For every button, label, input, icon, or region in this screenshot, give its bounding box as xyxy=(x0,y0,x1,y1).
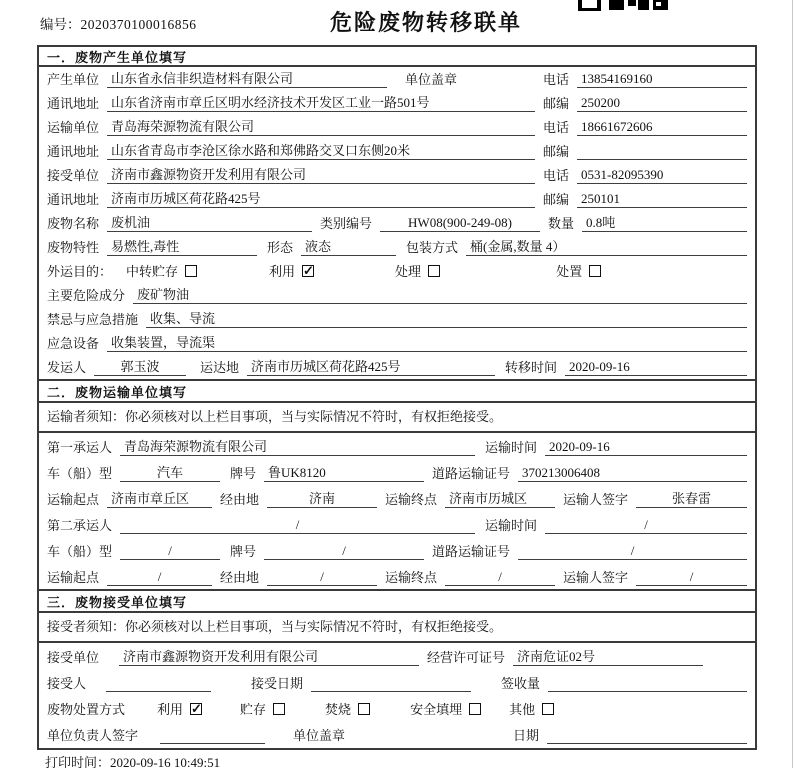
equipment-label: 应急设备 xyxy=(47,336,100,351)
transfer-form-table xyxy=(37,45,757,750)
section3-header: 三．废物接受单位填写 xyxy=(39,589,755,613)
vehicle-type-label: 车（船）型 xyxy=(47,466,113,481)
print-time-value: 2020-09-16 10:49:51 xyxy=(110,755,221,768)
phone-label: 电话 xyxy=(542,168,569,183)
producer-address-field: 山东省济南市章丘区明水经济技术开发区工业一路501号 xyxy=(107,92,535,112)
accept-person-field xyxy=(106,676,211,692)
zip-label: 邮编 xyxy=(542,96,569,111)
checkbox-label: 贮存 xyxy=(240,702,267,717)
terminal-label: 运输终点 xyxy=(385,492,438,507)
consignor-label: 发运人 xyxy=(47,360,87,375)
purpose-option-dispose xyxy=(556,261,601,280)
checkbox-label: 利用 xyxy=(269,264,296,279)
measures-row xyxy=(39,307,755,331)
producer-seal-label: 单位盖章 xyxy=(405,72,458,87)
checkbox xyxy=(190,703,202,715)
receiver-address-row xyxy=(39,187,755,211)
permit-label: 经营许可证号 xyxy=(427,650,506,665)
plate-label: 牌号 xyxy=(230,544,257,559)
serial-number xyxy=(40,13,197,33)
route1-row xyxy=(39,485,755,511)
address-label: 通讯地址 xyxy=(47,96,100,111)
accept-unit-field: 济南市鑫源物资开发利用有限公司 xyxy=(119,646,419,666)
section1-header: 一．废物产生单位填写 xyxy=(39,47,755,67)
transport-time2-field: / xyxy=(545,517,747,534)
transporter-zip-field xyxy=(577,144,747,160)
transport-time1-field: 2020-09-16 xyxy=(545,439,747,456)
receiver-notice-row xyxy=(39,613,755,643)
producer-address-row xyxy=(39,91,755,115)
hazard-row xyxy=(39,283,755,307)
plate-label: 牌号 xyxy=(230,466,257,481)
hazard-label: 主要危险成分 xyxy=(47,288,126,303)
checkbox-label: 中转贮存 xyxy=(126,264,179,279)
checkbox-label: 利用 xyxy=(157,702,184,717)
category-field: HW08(900-249-08) xyxy=(380,215,540,232)
route2-row xyxy=(39,563,755,589)
accept-date-field xyxy=(311,676,471,692)
carrier1-field: 青岛海荣源物流有限公司 xyxy=(120,436,475,456)
checkbox xyxy=(589,265,601,277)
carrier2-label: 第二承运人 xyxy=(47,518,113,533)
transporter-notice-row xyxy=(39,403,755,433)
measures-label: 禁忌与应急措施 xyxy=(47,312,139,327)
transporter-address-field: 山东省青岛市李沧区徐水路和郑佛路交叉口东侧20米 xyxy=(107,140,535,160)
transporter-label: 运输单位 xyxy=(47,120,100,135)
page-edge-line xyxy=(792,0,793,768)
hazard-field: 废矿物油 xyxy=(133,284,747,304)
checkbox-label: 其他 xyxy=(509,702,536,717)
page-title: 危险废物转移联单 xyxy=(330,10,523,35)
via-label: 经由地 xyxy=(220,570,260,585)
origin1-field: 济南市章丘区 xyxy=(107,488,212,508)
receiver-address-field: 济南市历城区荷花路425号 xyxy=(107,188,535,208)
purpose-option-storage xyxy=(126,261,197,280)
waste-character-row xyxy=(39,235,755,259)
notice-label: 接受者须知： xyxy=(47,619,126,634)
head-sign-label: 单位负责人签字 xyxy=(47,728,139,743)
checkbox xyxy=(185,265,197,277)
terminal-label: 运输终点 xyxy=(385,570,438,585)
plate1-field: 鲁UK8120 xyxy=(264,462,424,482)
road-permit-label: 道路运输证号 xyxy=(432,466,511,481)
print-time xyxy=(45,752,220,768)
transporter-phone-field: 18661672606 xyxy=(577,119,747,136)
transporter-row xyxy=(39,115,755,139)
purpose-label: 外运目的： xyxy=(47,264,113,279)
disposal-option-landfill xyxy=(410,699,481,718)
via-label: 经由地 xyxy=(220,492,260,507)
plate2-field: / xyxy=(264,543,424,560)
accept-unit-row xyxy=(39,643,755,669)
destination-field: 济南市历城区荷花路425号 xyxy=(247,356,495,376)
notice-label: 运输者须知： xyxy=(47,409,126,424)
origin-label: 运输起点 xyxy=(47,492,100,507)
carrier1-row xyxy=(39,433,755,459)
checkbox xyxy=(542,703,554,715)
vehicle-type-label: 车（船）型 xyxy=(47,544,113,559)
checkbox-label: 安全填埋 xyxy=(410,702,463,717)
packing-label: 包装方式 xyxy=(406,240,459,255)
disposal-row xyxy=(39,695,755,721)
form-label: 形态 xyxy=(267,240,294,255)
checkbox-label: 焚烧 xyxy=(325,702,352,717)
transporter-sign2-field: / xyxy=(636,569,747,586)
road-permit1-field: 370213006408 xyxy=(518,465,747,482)
purpose-option-use xyxy=(269,261,314,280)
destination-label: 运达地 xyxy=(200,360,240,375)
origin2-field: / xyxy=(107,569,212,586)
waste-name-label: 废物名称 xyxy=(47,216,100,231)
terminal2-field: / xyxy=(445,569,555,586)
disposal-option-store xyxy=(240,699,285,718)
date-field xyxy=(547,728,747,744)
transporter-sign1-field: 张春雷 xyxy=(636,488,747,508)
receiver-field: 济南市鑫源物资开发利用有限公司 xyxy=(107,164,535,184)
checkbox xyxy=(469,703,481,715)
waste-name-row xyxy=(39,211,755,235)
category-label: 类别编号 xyxy=(320,216,373,231)
vehicle1-row xyxy=(39,459,755,485)
transfer-time-field: 2020-09-16 xyxy=(565,359,747,376)
transport-time-label: 运输时间 xyxy=(485,440,538,455)
producer-field: 山东省永信非织造材料有限公司 xyxy=(107,68,387,88)
transporter-field: 青岛海荣源物流有限公司 xyxy=(107,116,535,136)
vehicle-type1-field: 汽车 xyxy=(120,462,220,482)
transporter-address-row xyxy=(39,139,755,163)
address-label: 通讯地址 xyxy=(47,192,100,207)
head-sign-field xyxy=(160,728,265,744)
road-permit2-field: / xyxy=(518,543,747,560)
transporter-sign-label: 运输人签字 xyxy=(563,570,629,585)
carrier1-label: 第一承运人 xyxy=(47,440,113,455)
receiver-row xyxy=(39,163,755,187)
signed-amount-field xyxy=(548,676,747,692)
producer-label: 产生单位 xyxy=(47,72,100,87)
signed-amount-label: 签收量 xyxy=(501,676,541,691)
via1-field: 济南 xyxy=(267,488,377,508)
checkbox-label: 处置 xyxy=(556,264,583,279)
phone-label: 电话 xyxy=(542,120,569,135)
unit-seal-label: 单位盖章 xyxy=(293,728,346,743)
head-sign-row xyxy=(39,721,755,747)
quantity-field: 0.8吨 xyxy=(582,212,747,232)
producer-zip-field: 250200 xyxy=(577,95,747,112)
accept-person-row xyxy=(39,669,755,695)
carrier2-row xyxy=(39,511,755,537)
address-label: 通讯地址 xyxy=(47,144,100,159)
qr-code-fragment xyxy=(578,0,668,11)
disposal-label: 废物处置方式 xyxy=(47,702,126,717)
vehicle2-row xyxy=(39,537,755,563)
transfer-time-label: 转移时间 xyxy=(505,360,558,375)
receiver-phone-field: 0531-82095390 xyxy=(577,167,747,184)
zip-label: 邮编 xyxy=(542,144,569,159)
purpose-row xyxy=(39,259,755,283)
form-field: 液态 xyxy=(301,236,396,256)
character-field: 易燃性,毒性 xyxy=(107,236,257,256)
quantity-label: 数量 xyxy=(548,216,575,231)
origin-label: 运输起点 xyxy=(47,570,100,585)
receiver-zip-field: 250101 xyxy=(577,191,747,208)
consignor-field: 郭玉波 xyxy=(94,356,186,376)
equipment-field: 收集装置，导流渠 xyxy=(107,332,747,352)
date-label: 日期 xyxy=(512,728,539,743)
checkbox xyxy=(302,265,314,277)
terminal1-field: 济南市历城区 xyxy=(445,488,555,508)
checkbox xyxy=(273,703,285,715)
transporter-sign-label: 运输人签字 xyxy=(563,492,629,507)
producer-phone-label: 电话 xyxy=(542,72,569,87)
disposal-option-use xyxy=(157,699,202,718)
producer-row xyxy=(39,67,755,91)
checkbox xyxy=(428,265,440,277)
notice-text: 你必须核对以上栏目事项，当与实际情况不符时，有权拒绝接受。 xyxy=(125,409,503,424)
consignor-row xyxy=(39,355,755,379)
accept-person-label: 接受人 xyxy=(47,676,87,691)
disposal-option-other xyxy=(509,699,554,718)
measures-field: 收集、导流 xyxy=(146,308,747,328)
accept-unit-label: 接受单位 xyxy=(47,650,100,665)
serial-value: 2020370100016856 xyxy=(80,17,197,32)
vehicle-type2-field: / xyxy=(120,543,220,560)
checkbox-label: 处理 xyxy=(395,264,422,279)
checkbox xyxy=(358,703,370,715)
notice-text: 你必须核对以上栏目事项，当与实际情况不符时，有权拒绝接受。 xyxy=(125,619,503,634)
purpose-option-treat xyxy=(395,261,440,280)
serial-label: 编号： xyxy=(40,17,81,32)
accept-date-label: 接受日期 xyxy=(251,676,304,691)
section2-header: 二．废物运输单位填写 xyxy=(39,379,755,403)
road-permit-label: 道路运输证号 xyxy=(432,544,511,559)
permit-field: 济南危证02号 xyxy=(513,646,703,666)
disposal-option-burn xyxy=(325,699,370,718)
print-time-label: 打印时间： xyxy=(45,755,111,768)
character-label: 废物特性 xyxy=(47,240,100,255)
waste-name-field: 废机油 xyxy=(107,212,312,232)
transport-time-label: 运输时间 xyxy=(485,518,538,533)
carrier2-field: / xyxy=(120,517,475,534)
zip-label: 邮编 xyxy=(542,192,569,207)
producer-phone-field: 13854169160 xyxy=(577,71,747,88)
receiver-label: 接受单位 xyxy=(47,168,100,183)
via2-field: / xyxy=(267,569,377,586)
equipment-row xyxy=(39,331,755,355)
packing-field: 桶(金属,数量 4） xyxy=(466,236,747,256)
